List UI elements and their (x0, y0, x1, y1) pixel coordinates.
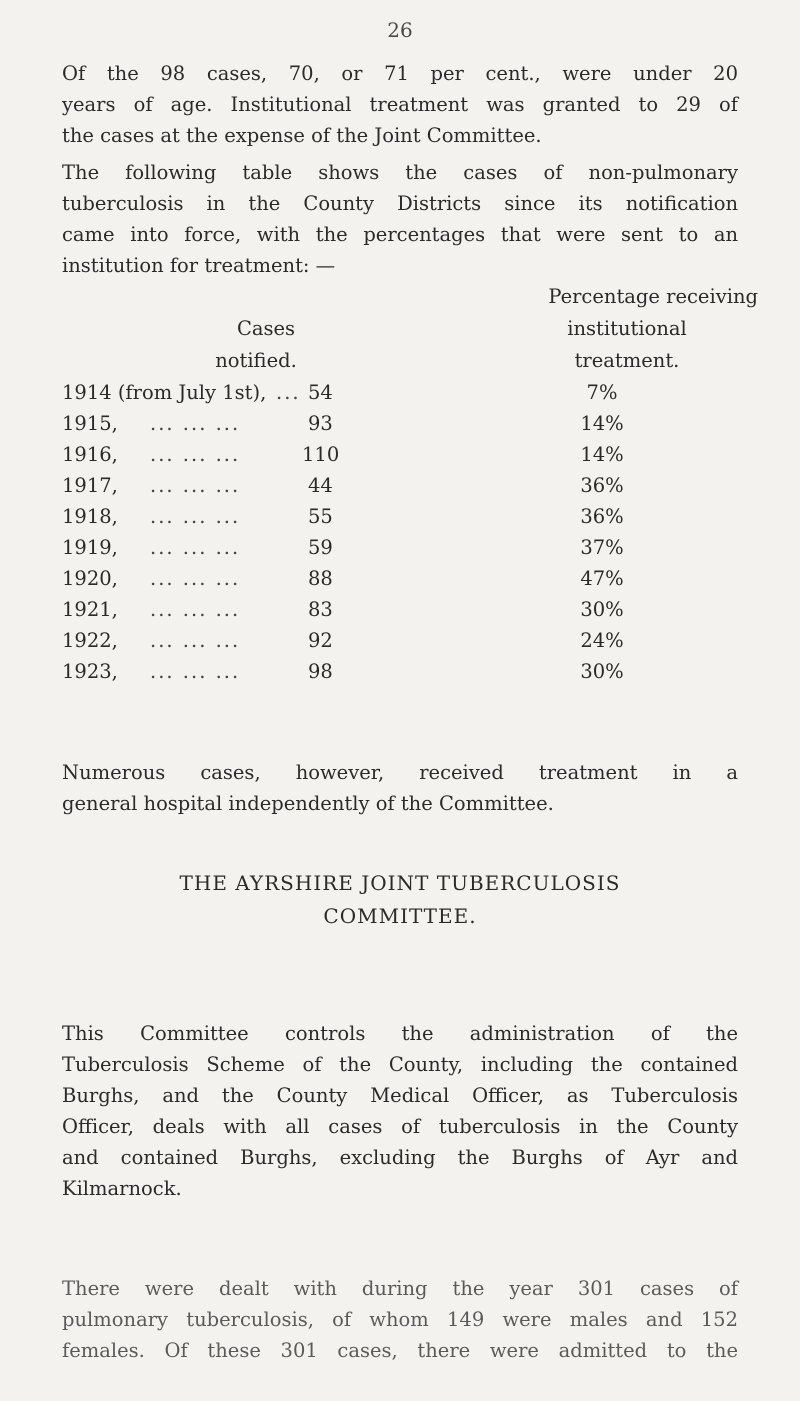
row-percentage: 36% (580, 474, 624, 497)
row-percentage: 47% (580, 567, 624, 590)
header-percentage-line3: treatment. (574, 349, 680, 372)
paragraph-line: Of the 98 cases, 70, or 71 per cent., were under 20 (62, 62, 738, 85)
row-cases: 44 (308, 474, 333, 497)
intro-paragraph (62, 58, 738, 151)
row-leader-dots: ... (276, 381, 301, 404)
hospital-note-paragraph (62, 757, 738, 819)
table-row (62, 656, 742, 687)
row-leader-dots: ... ... ... (150, 443, 241, 466)
row-year: 1918, (62, 505, 118, 528)
paragraph-line: This Committee controls the administration of the (62, 1022, 738, 1045)
paragraph-line: Tuberculosis Scheme of the County, including the contained (62, 1053, 738, 1076)
row-cases: 93 (308, 412, 333, 435)
header-percentage-line1: Percentage receiving (548, 285, 758, 308)
paragraph-line: years of age. Institutional treatment was granted to 29 of (62, 93, 738, 116)
paragraph-line: There were dealt with during the year 301 cases of (62, 1277, 738, 1300)
row-leader-dots: ... ... ... (150, 412, 241, 435)
paragraph-line: and contained Burghs, excluding the Burghs of Ayr and (62, 1146, 738, 1169)
row-year: 1917, (62, 474, 118, 497)
row-leader-dots: ... ... ... (150, 536, 241, 559)
table-intro-paragraph (62, 157, 738, 281)
page-number: 26 (387, 18, 413, 42)
table-row (62, 408, 742, 439)
row-leader-dots: ... ... ... (150, 567, 241, 590)
header-cases-line1: Cases (236, 317, 296, 340)
row-cases: 98 (308, 660, 333, 683)
row-percentage: 36% (580, 505, 624, 528)
table-row (62, 594, 742, 625)
row-leader-dots: ... ... ... (150, 660, 241, 683)
row-percentage: 7% (586, 381, 618, 404)
paragraph-line: The following table shows the cases of non-pulmonary (62, 161, 738, 184)
row-cases: 54 (308, 381, 333, 404)
row-percentage: 24% (580, 629, 624, 652)
section-heading-continued: COMMITTEE. (323, 904, 477, 928)
pulmonary-cases-paragraph (62, 1273, 738, 1366)
paragraph-line: the cases at the expense of the Joint Committee. (62, 124, 542, 147)
row-year: 1915, (62, 412, 118, 435)
paragraph-line: Numerous cases, however, received treatment in a (62, 761, 738, 784)
row-year: 1921, (62, 598, 118, 621)
row-year: 1914 (from July 1st), (62, 381, 267, 404)
table-row (62, 439, 742, 470)
row-cases: 55 (308, 505, 333, 528)
paragraph-line: females. Of these 301 cases, there were admitted to the (62, 1339, 738, 1362)
row-percentage: 30% (580, 660, 624, 683)
row-percentage: 14% (580, 412, 624, 435)
paragraph-line: Officer, deals with all cases of tuberculosis in the County (62, 1115, 738, 1138)
table-row (62, 563, 742, 594)
committee-paragraph (62, 1018, 738, 1204)
row-leader-dots: ... ... ... (150, 505, 241, 528)
paragraph-line: Kilmarnock. (62, 1177, 182, 1200)
row-cases: 88 (308, 567, 333, 590)
paragraph-line: Burghs, and the County Medical Officer, as Tuberculosis (62, 1084, 738, 1107)
row-percentage: 37% (580, 536, 624, 559)
table-row (62, 532, 742, 563)
row-year: 1923, (62, 660, 118, 683)
row-leader-dots: ... ... ... (150, 598, 241, 621)
header-cases-line2: notified. (215, 349, 297, 372)
header-percentage-line2: institutional (567, 317, 687, 340)
table-row (62, 625, 742, 656)
paragraph-line: tuberculosis in the County Districts since its notification (62, 192, 738, 215)
row-cases: 92 (308, 629, 333, 652)
row-year: 1922, (62, 629, 118, 652)
row-year: 1920, (62, 567, 118, 590)
paragraph-line: general hospital independently of the Committee. (62, 792, 554, 815)
table-row (62, 501, 742, 532)
table-row (62, 377, 742, 408)
row-percentage: 30% (580, 598, 624, 621)
row-percentage: 14% (580, 443, 624, 466)
paragraph-line: institution for treatment: — (62, 254, 336, 277)
row-cases: 110 (302, 443, 340, 466)
row-cases: 59 (308, 536, 333, 559)
row-cases: 83 (308, 598, 333, 621)
row-year: 1916, (62, 443, 118, 466)
row-leader-dots: ... ... ... (150, 474, 241, 497)
row-leader-dots: ... ... ... (150, 629, 241, 652)
paragraph-line: came into force, with the percentages that were sent to an (62, 223, 738, 246)
row-year: 1919, (62, 536, 118, 559)
table-row (62, 470, 742, 501)
section-heading: THE AYRSHIRE JOINT TUBERCULOSIS (179, 871, 621, 895)
paragraph-line: pulmonary tuberculosis, of whom 149 were males and 152 (62, 1308, 738, 1331)
